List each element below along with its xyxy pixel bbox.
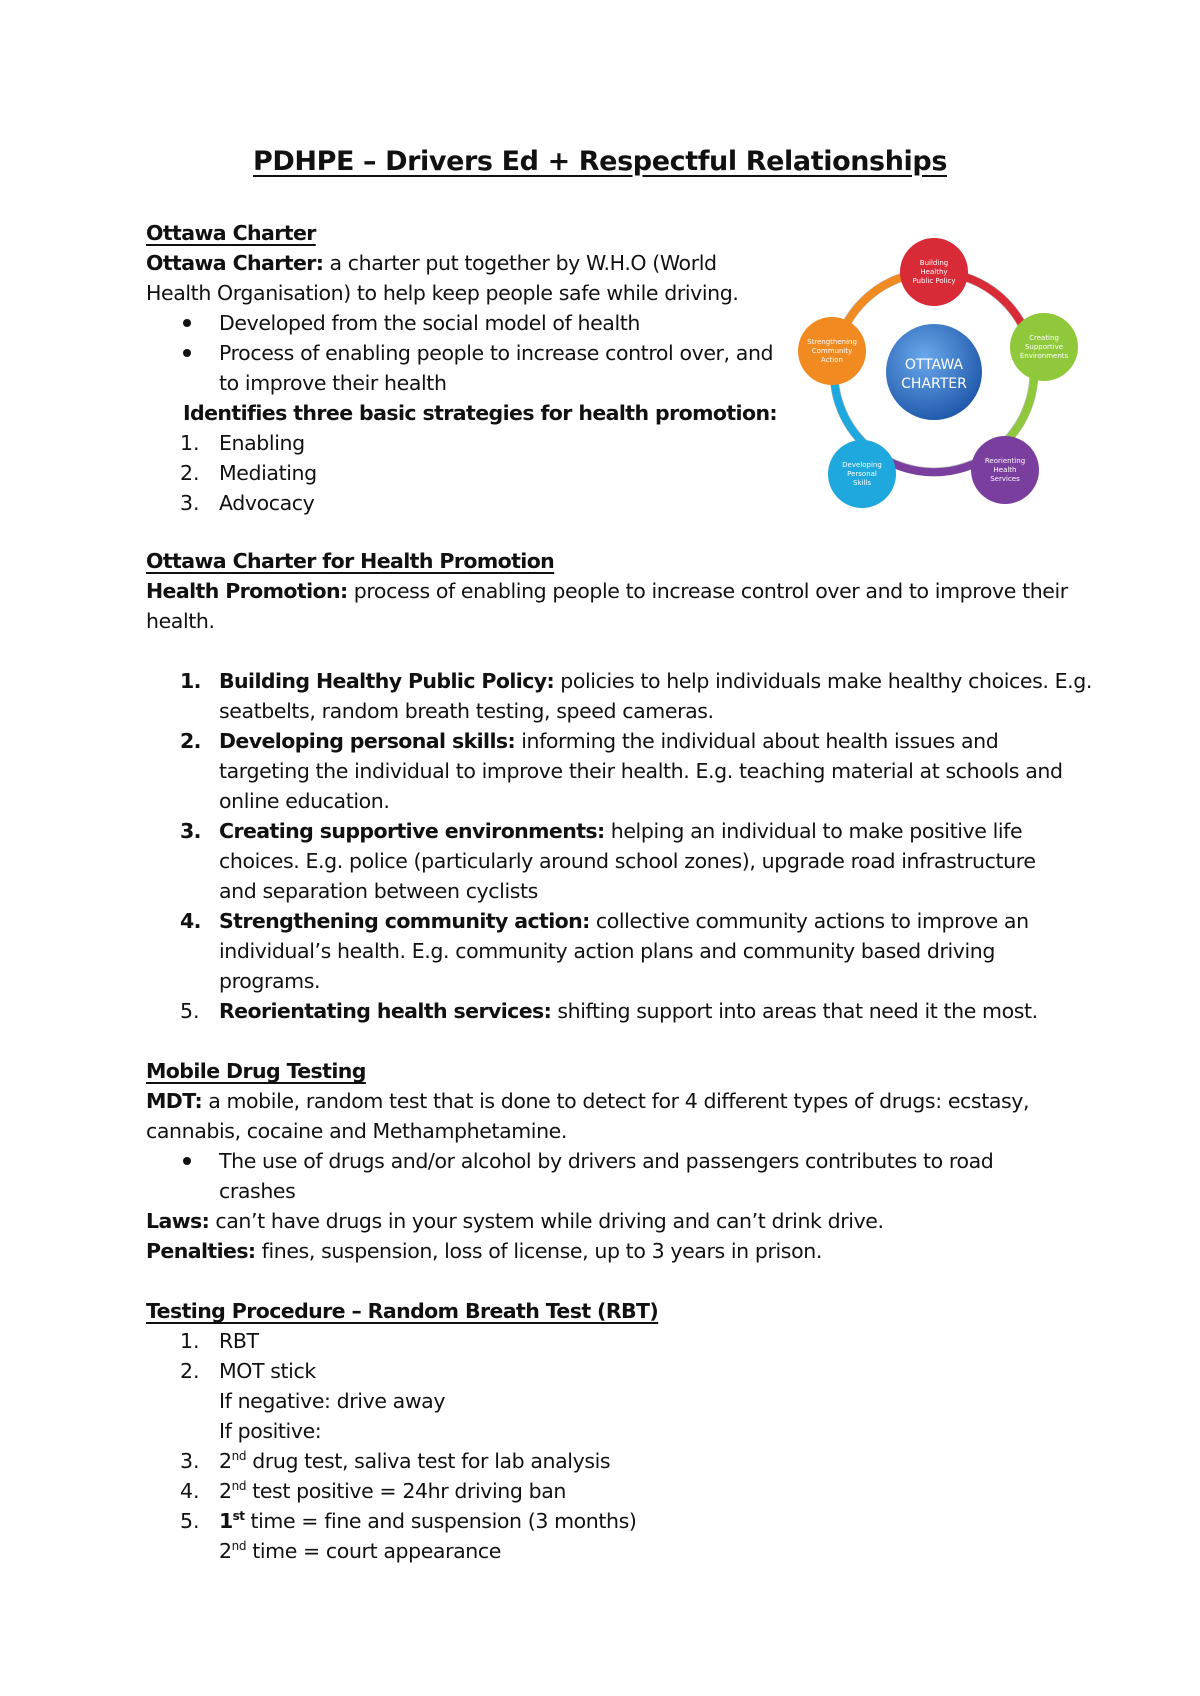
- svg-text:Health: Health: [993, 466, 1017, 474]
- penalties-text: fines, suspension, loss of license, up to 3 years in prison.: [255, 1239, 822, 1263]
- section-heading-procedure: Testing Procedure – Random Breath Test (RBT): [146, 1299, 659, 1323]
- mdt-term: MDT:: [146, 1089, 203, 1113]
- procedure-step-cont: [219, 1536, 501, 1566]
- action-area-term: Strengthening community action:: [219, 909, 590, 933]
- svg-text:Reorienting: Reorienting: [984, 457, 1026, 465]
- ottawa-definition-text: a charter put together by W.H.O (World: [323, 251, 717, 275]
- procedure-step-cont: If positive:: [219, 1419, 322, 1443]
- procedure-step: [219, 1506, 637, 1536]
- diagram-node-reorienting-health-services: [971, 436, 1039, 504]
- action-area-term: Building Healthy Public Policy:: [219, 669, 555, 693]
- procedure-step-text: test positive = 24hr driving ban: [246, 1479, 566, 1503]
- ordinal-suffix: nd: [231, 1539, 247, 1554]
- svg-text:Strengthening: Strengthening: [807, 338, 857, 346]
- action-area-term: Creating supportive environments:: [219, 819, 605, 843]
- strategy-item: Enabling: [219, 431, 305, 455]
- mdt-bullet: The use of drugs and/or alcohol by drivers and passengers contributes to road: [219, 1149, 994, 1173]
- ordinal-number: 2: [219, 1449, 232, 1473]
- ordinal-suffix: nd: [231, 1449, 247, 1464]
- procedure-step-text: drug test, saliva test for lab analysis: [246, 1449, 611, 1473]
- svg-text:Action: Action: [821, 356, 843, 364]
- svg-text:Developing: Developing: [842, 461, 882, 469]
- section-heading-ottawa: Ottawa Charter: [146, 221, 316, 245]
- procedure-step: MOT stick: [219, 1359, 316, 1383]
- list-number: 1.: [180, 431, 200, 455]
- action-area-item: [219, 726, 998, 756]
- action-area-text-cont: targeting the individual to improve their health. E.g. teaching material at schools and: [219, 759, 1063, 783]
- list-number: 4.: [180, 909, 201, 933]
- action-area-term: Reorientating health services:: [219, 999, 552, 1023]
- health-promotion-text: process of enabling people to increase control over and to improve their: [347, 579, 1068, 603]
- ottawa-definition-cont: Health Organisation) to help keep people safe while driving.: [146, 281, 739, 305]
- bullet-dot: [183, 319, 191, 327]
- ordinal-number: 2: [219, 1539, 232, 1563]
- action-area-item: [219, 906, 1029, 936]
- diagram-center-label: CHARTER: [901, 376, 967, 392]
- svg-text:Healthy: Healthy: [920, 268, 948, 276]
- laws-text: can’t have drugs in your system while driving and can’t drink drive.: [209, 1209, 884, 1233]
- action-area-text-cont: online education.: [219, 789, 390, 813]
- ottawa-definition-term: Ottawa Charter:: [146, 251, 324, 275]
- ottawa-charter-diagram: [788, 238, 1088, 508]
- list-number: 1.: [180, 1329, 200, 1353]
- list-number: 3.: [180, 491, 200, 515]
- ottawa-definition: [146, 248, 717, 278]
- list-number: 3.: [180, 819, 201, 843]
- mdt-laws: [146, 1206, 884, 1236]
- diagram-node-creating-supportive-environments: [1010, 313, 1078, 381]
- laws-term: Laws:: [146, 1209, 210, 1233]
- action-area-text: shifting support into areas that need it the most.: [551, 999, 1038, 1023]
- svg-text:Personal: Personal: [847, 470, 877, 478]
- procedure-step: [219, 1476, 566, 1506]
- procedure-step: RBT: [219, 1329, 259, 1353]
- mdt-definition: [146, 1086, 1029, 1116]
- ottawa-bullet-2-cont: to improve their health: [219, 371, 447, 395]
- diagram-node-developing-personal-skills: [828, 440, 896, 508]
- list-number: 3.: [180, 1449, 200, 1473]
- ordinal-number: 1: [219, 1509, 233, 1533]
- svg-text:Environments: Environments: [1019, 352, 1069, 360]
- svg-text:Services: Services: [990, 475, 1020, 483]
- procedure-step-cont: If negative: drive away: [219, 1389, 446, 1413]
- action-area-text-cont: seatbelts, random breath testing, speed cameras.: [219, 699, 714, 723]
- list-number: 5.: [180, 1509, 200, 1533]
- strategies-heading: Identifies three basic strategies for health promotion:: [183, 401, 778, 425]
- action-area-item: [219, 816, 1022, 846]
- bullet-dot: [183, 349, 191, 357]
- diagram-center-label: OTTAWA: [904, 357, 964, 373]
- action-area-text-cont: choices. E.g. police (particularly around school zones), upgrade road infrastructure: [219, 849, 1036, 873]
- diagram-node-strengthening-community-action: [798, 317, 866, 385]
- mdt-text: a mobile, random test that is done to detect for 4 different types of drugs: ecstasy,: [202, 1089, 1030, 1113]
- diagram-node-building-healthy-public-policy: [900, 238, 968, 306]
- health-promotion-definition: [146, 576, 1068, 606]
- action-area-text: helping an individual to make positive life: [604, 819, 1023, 843]
- action-area-text: collective community actions to improve an: [589, 909, 1029, 933]
- page-title: PDHPE – Drivers Ed + Respectful Relationships: [252, 146, 947, 177]
- penalties-term: Penalties:: [146, 1239, 256, 1263]
- procedure-step: [219, 1446, 610, 1476]
- list-number: 5.: [180, 999, 200, 1023]
- health-promotion-term: Health Promotion:: [146, 579, 348, 603]
- procedure-step-text: time = court appearance: [246, 1539, 501, 1563]
- action-area-text-cont: individual’s health. E.g. community action plans and community based driving: [219, 939, 996, 963]
- action-area-item: [219, 666, 1092, 696]
- action-area-text-cont: and separation between cyclists: [219, 879, 538, 903]
- svg-text:Building: Building: [919, 259, 949, 267]
- bullet-dot: [183, 1157, 191, 1165]
- svg-text:Supportive: Supportive: [1024, 343, 1064, 351]
- list-number: 2.: [180, 1359, 200, 1383]
- mdt-penalties: [146, 1236, 822, 1266]
- svg-text:Skills: Skills: [853, 479, 871, 487]
- section-heading-mdt: Mobile Drug Testing: [146, 1059, 366, 1083]
- strategy-item: Mediating: [219, 461, 317, 485]
- action-area-item: [219, 996, 1038, 1026]
- ordinal-number: 2: [219, 1479, 232, 1503]
- strategy-item: Advocacy: [219, 491, 315, 515]
- svg-text:Creating: Creating: [1029, 334, 1059, 342]
- svg-text:Public Policy: Public Policy: [912, 277, 956, 285]
- svg-text:Community: Community: [811, 347, 853, 355]
- section-heading-health-promotion: Ottawa Charter for Health Promotion: [146, 549, 555, 573]
- list-number: 4.: [180, 1479, 200, 1503]
- ottawa-bullet-2: Process of enabling people to increase control over, and: [219, 341, 774, 365]
- health-promotion-definition-cont: health.: [146, 609, 215, 633]
- action-area-text-cont: programs.: [219, 969, 321, 993]
- ordinal-suffix: nd: [231, 1479, 247, 1494]
- mdt-definition-cont: cannabis, cocaine and Methamphetamine.: [146, 1119, 568, 1143]
- mdt-bullet-cont: crashes: [219, 1179, 296, 1203]
- list-number: 1.: [180, 669, 201, 693]
- procedure-step-text: time = fine and suspension (3 months): [244, 1509, 637, 1533]
- list-number: 2.: [180, 729, 201, 753]
- list-number: 2.: [180, 461, 200, 485]
- action-area-text: policies to help individuals make healthy choices. E.g.: [554, 669, 1092, 693]
- action-area-text: informing the individual about health issues and: [515, 729, 999, 753]
- ottawa-bullet-1: Developed from the social model of health: [219, 311, 640, 335]
- action-area-term: Developing personal skills:: [219, 729, 516, 753]
- ordinal-suffix: st: [232, 1509, 245, 1524]
